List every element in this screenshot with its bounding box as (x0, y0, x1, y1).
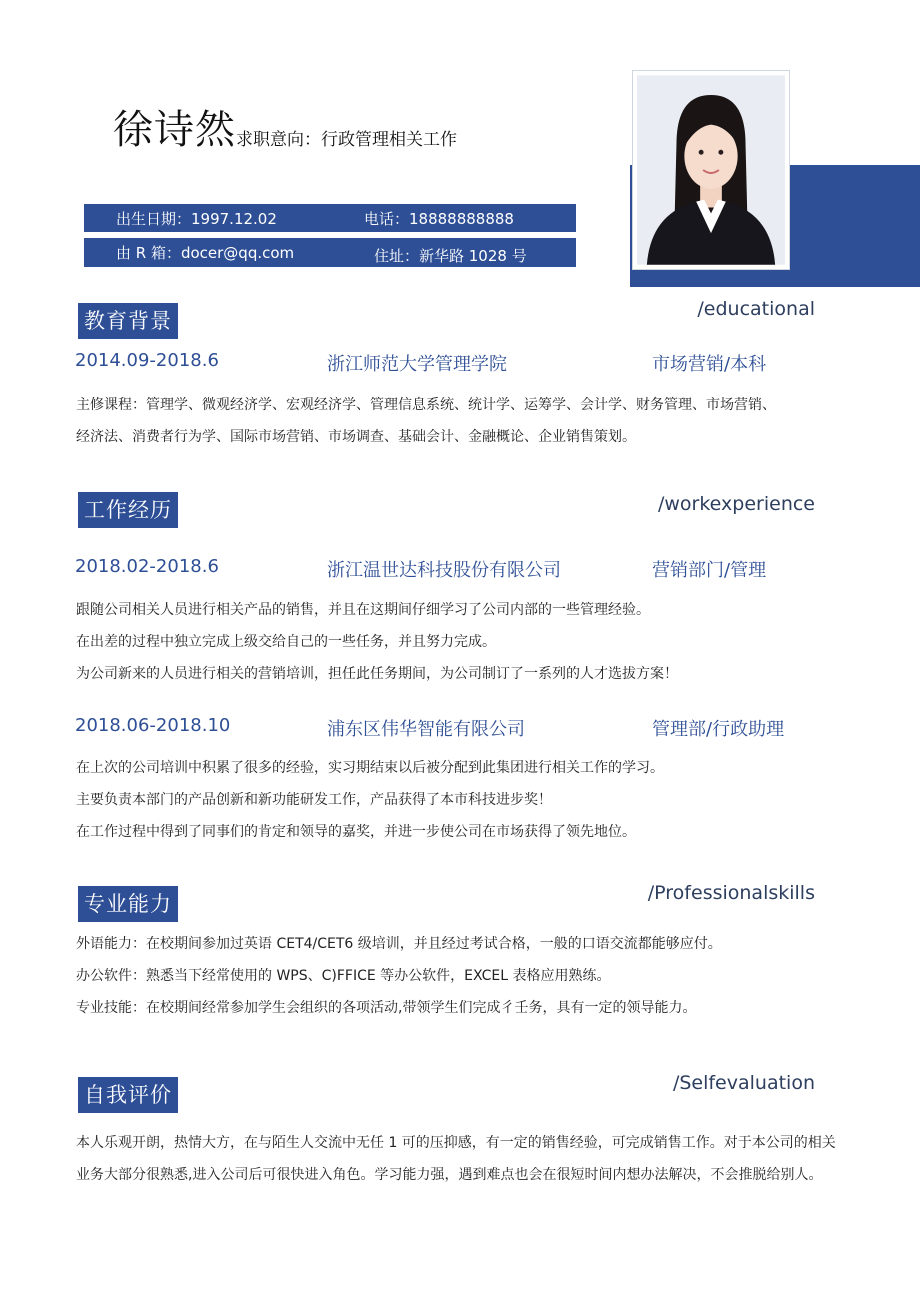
education-en: /educational (697, 298, 815, 320)
job-role: 营销部门/管理 (652, 560, 767, 581)
person-portrait-icon (637, 75, 785, 265)
job-line: 在上次的公司培训中积累了很多的经验，实习期结束以后被分配到此集团进行相关工作的学习。 (76, 760, 664, 776)
job-date: 2018.02-2018.6 (75, 556, 219, 577)
resume-name: 徐诗然 (113, 107, 236, 153)
self-evaluation-text: 本人乐观开朗，热情大方，在与陌生人交流中无任 1 可的压抑感，有一定的销售经验，可完成销售工作。对于本公司的相关业务大部分很熟悉,进入公司后可很快进入角色。学习能力强，遇到难点也会在很短时间内想办法解决，不会推脱给别人。 (76, 1135, 836, 1183)
education-title: 教育背景 (78, 303, 178, 339)
job-role: 管理部/行政助理 (652, 719, 785, 740)
job-row (75, 715, 785, 740)
profile-photo (632, 70, 790, 270)
education-date: 2014.09-2018.6 (75, 350, 219, 371)
self-title: 自我评价 (78, 1077, 178, 1113)
skills-en: /Professionalskills (647, 882, 815, 904)
course-line: 经济法、消费者行为学、国际市场营销、市场调查、基础会计、金融概论、企业销售策划。 (76, 429, 636, 445)
job-line: 跟随公司相关人员进行相关产品的销售，并且在这期间仔细学习了公司内部的一些管理经验。 (76, 602, 650, 618)
job-description (76, 594, 678, 690)
birth-date: 出生日期：1997.12.02 (84, 204, 332, 232)
skills-title: 专业能力 (78, 886, 178, 922)
email: 由 R 箱：docer@qq.com (84, 238, 332, 267)
skills-list (76, 928, 722, 1024)
skill-line: 专业技能：在校期间经常参加学生会组织的各项活动,带领学生们完成彳壬务，具有一定的领导能力。 (76, 1000, 697, 1016)
education-courses (76, 389, 776, 453)
job-company: 浦东区伟华智能有限公司 (327, 719, 525, 740)
education-school: 浙江师范大学管理学院 (327, 354, 507, 375)
job-row (75, 556, 767, 581)
education-row (75, 350, 767, 375)
education-major: 市场营销/本科 (652, 354, 767, 375)
work-title: 工作经历 (78, 492, 178, 528)
course-line: 主修课程：管理学、微观经济学、宏观经济学、管理信息系统、统计学、运筹学、会计学、财务管理、市场营销、 (76, 397, 776, 413)
job-company: 浙江温世达科技股份有限公司 (327, 560, 561, 581)
job-intent: 求职意向：行政管理相关工作 (236, 130, 457, 150)
job-description (76, 752, 664, 848)
address: 住址：新华路 1028 号 (332, 238, 576, 267)
job-line: 主要负责本部门的产品创新和新功能研发工作，产品获得了本市科技进步奖！ (76, 792, 552, 808)
self-en: /Selfevaluation (672, 1072, 815, 1094)
job-line: 在出差的过程中独立完成上级交给自己的一些任务，并且努力完成。 (76, 634, 496, 650)
work-en: /workexperience (657, 493, 815, 515)
skill-line: 办公软件：熟悉当下经常使用的 WPS、C)FFICE 等办公软件，EXCEL 表格应用熟练。 (76, 968, 611, 984)
job-line: 为公司新来的人员进行相关的营销培训，担任此任务期间，为公司制订了一系列的人才选拔方案！ (76, 666, 678, 682)
job-date: 2018.06-2018.10 (75, 715, 231, 736)
job-line: 在工作过程中得到了同事们的肯定和领导的嘉奖，并进一步使公司在市场获得了领先地位。 (76, 824, 636, 840)
phone: 电话：18888888888 (332, 204, 576, 232)
skill-line: 外语能力：在校期间参加过英语 CET4/CET6 级培训，并且经过考试合格，一般的口语交流都能够应付。 (76, 936, 722, 952)
